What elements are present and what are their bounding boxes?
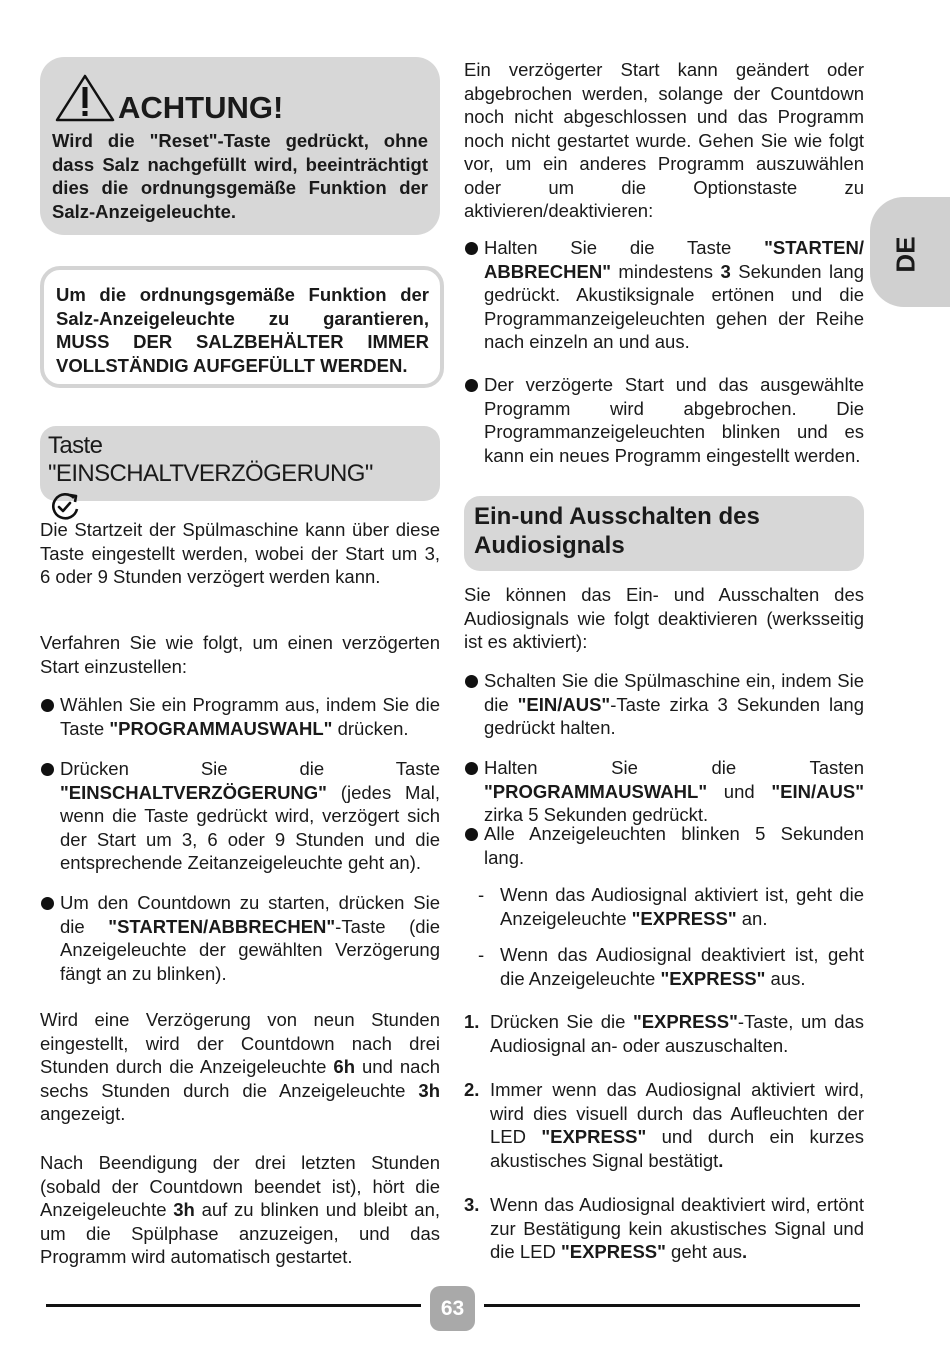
audio-section-title: Ein-und Ausschalten des Audiosignals — [474, 503, 760, 559]
list-item: Der verzögerte Start und das ausgewählte Programm wird abgebrochen. Die Programmanzeigeleuchten blinken und es kann ein neues Programm eingestellt werden. — [464, 373, 864, 467]
warning-box — [40, 57, 440, 235]
delay-section-title: Taste "EINSCHALTVERZÖGERUNG" — [48, 432, 373, 487]
footer-rule-right — [484, 1304, 860, 1307]
list-item: Um den Countdown zu starten, drücken Sie die "STARTEN/ABBRECHEN"-Taste (die Anzeigeleuchte der gewählten Verzögerung fängt an zu blinken). — [40, 891, 440, 985]
list-item: Schalten Sie die Spülmaschine ein, indem Sie die "EIN/AUS"-Taste zirka 3 Sekunden lang gedrückt halten. — [464, 669, 864, 740]
list-item: Drücken Sie die Taste "EINSCHALTVERZÖGERUNG" (jedes Mal, wenn die Taste gedrückt wird, verzögert sich der Start um 3, 6 oder 9 Stunden und die entsprechende Zeitanzeigeleuchte geht an). — [40, 757, 440, 875]
list-item: Alle Anzeigeleuchten blinken 5 Sekunden lang. — [464, 822, 864, 869]
delay-howto: Verfahren Sie wie folgt, um einen verzögerten Start einzustellen: — [40, 632, 440, 677]
footer-rule-left — [46, 1304, 421, 1307]
delay-end-info: Nach Beendigung der drei letzten Stunden (sobald der Countdown beendet ist), hört die Anzeigeleuchte 3h auf zu blinken und bleibt an, um die Spülphase anzuzeigen, und das Programm wird automatisch gestartet. — [40, 1152, 440, 1267]
list-item: - Wenn das Audiosignal aktiviert ist, geht die Anzeigeleuchte "EXPRESS" an. — [478, 884, 864, 929]
list-item: - Wenn das Audiosignal deaktiviert ist, geht die Anzeigeleuchte "EXPRESS" aus. — [478, 944, 864, 989]
delay-countdown-info: Wird eine Verzögerung von neun Stunden eingestellt, wird der Countdown nach drei Stunden durch die Anzeigeleuchte 6h und nach sechs Stunden durch die Anzeigeleuchte 3h angezeigt. — [40, 1009, 440, 1124]
list-item: Wählen Sie ein Programm aus, indem Sie die Taste "PROGRAMMAUSWAHL" drücken. — [40, 693, 440, 740]
delay-section-header — [40, 426, 440, 501]
page-number: 63 — [430, 1286, 475, 1331]
language-tab — [870, 197, 950, 307]
list-item: 1. Drücken Sie die "EXPRESS"-Taste, um das Audiosignal an- oder auszuschalten. — [464, 1011, 865, 1056]
warning-title: ACHTUNG! — [118, 90, 284, 125]
language-tab-label: DE — [890, 236, 921, 273]
warning-text: Wird die "Reset"-Taste gedrückt, ohne dass Salz nachgefüllt wird, beeinträchtigt dies die ordnungsgemäße Funktion der Salz-Anzeigeleuchte. — [52, 130, 428, 222]
audio-intro: Sie können das Ein- und Ausschalten des Audiosignals wie folgt deaktivieren (werksseitig ist es aktiviert): — [464, 584, 864, 652]
warning-heading — [54, 71, 428, 123]
change-delay-intro: Ein verzögerter Start kann geändert oder abgebrochen werden, solange der Countdown noch nicht abgeschlossen und das Programm noch nicht gestartet wurde. Gehen Sie wie folgt vor, um ein anderes Programm auszuwählen oder um die Optionstaste zu aktivieren/deaktivieren: — [464, 59, 864, 221]
warning-triangle-icon — [54, 73, 116, 123]
list-item: 3. Wenn das Audiosignal deaktiviert wird, ertönt zur Bestätigung kein akustisches Signal und die LED "EXPRESS" geht aus. — [464, 1194, 864, 1262]
delay-intro: Die Startzeit der Spülmaschine kann über diese Taste eingestellt werden, wobei der Start um 3, 6 oder 9 Stunden verzögert werden kann. — [40, 519, 440, 587]
list-item: 2. Immer wenn das Audiosignal aktiviert wird, wird dies visuell durch das Aufleuchten der LED "EXPRESS" und durch ein kurzes akustisches Signal bestätigt. — [464, 1079, 864, 1171]
audio-section-header — [464, 496, 864, 571]
notice-text: Um die ordnungsgemäße Funktion der Salz-Anzeigeleuchte zu garantieren, MUSS DER SALZBEHÄLTER IMMER VOLLSTÄNDIG AUFGEFÜLLT WERDEN. — [56, 284, 429, 376]
list-item: Halten Sie die Taste "STARTEN/ ABBRECHEN" mindestens 3 Sekunden lang gedrückt. Akustiksignale ertönen und die Programmanzeigeleuchten gehen der Reihe nach einzeln an und aus. — [464, 236, 864, 354]
list-item: Halten Sie die Tasten "PROGRAMMAUSWAHL" und "EIN/AUS" zirka 5 Sekunden gedrückt. — [464, 756, 864, 827]
notice-box — [40, 266, 444, 388]
